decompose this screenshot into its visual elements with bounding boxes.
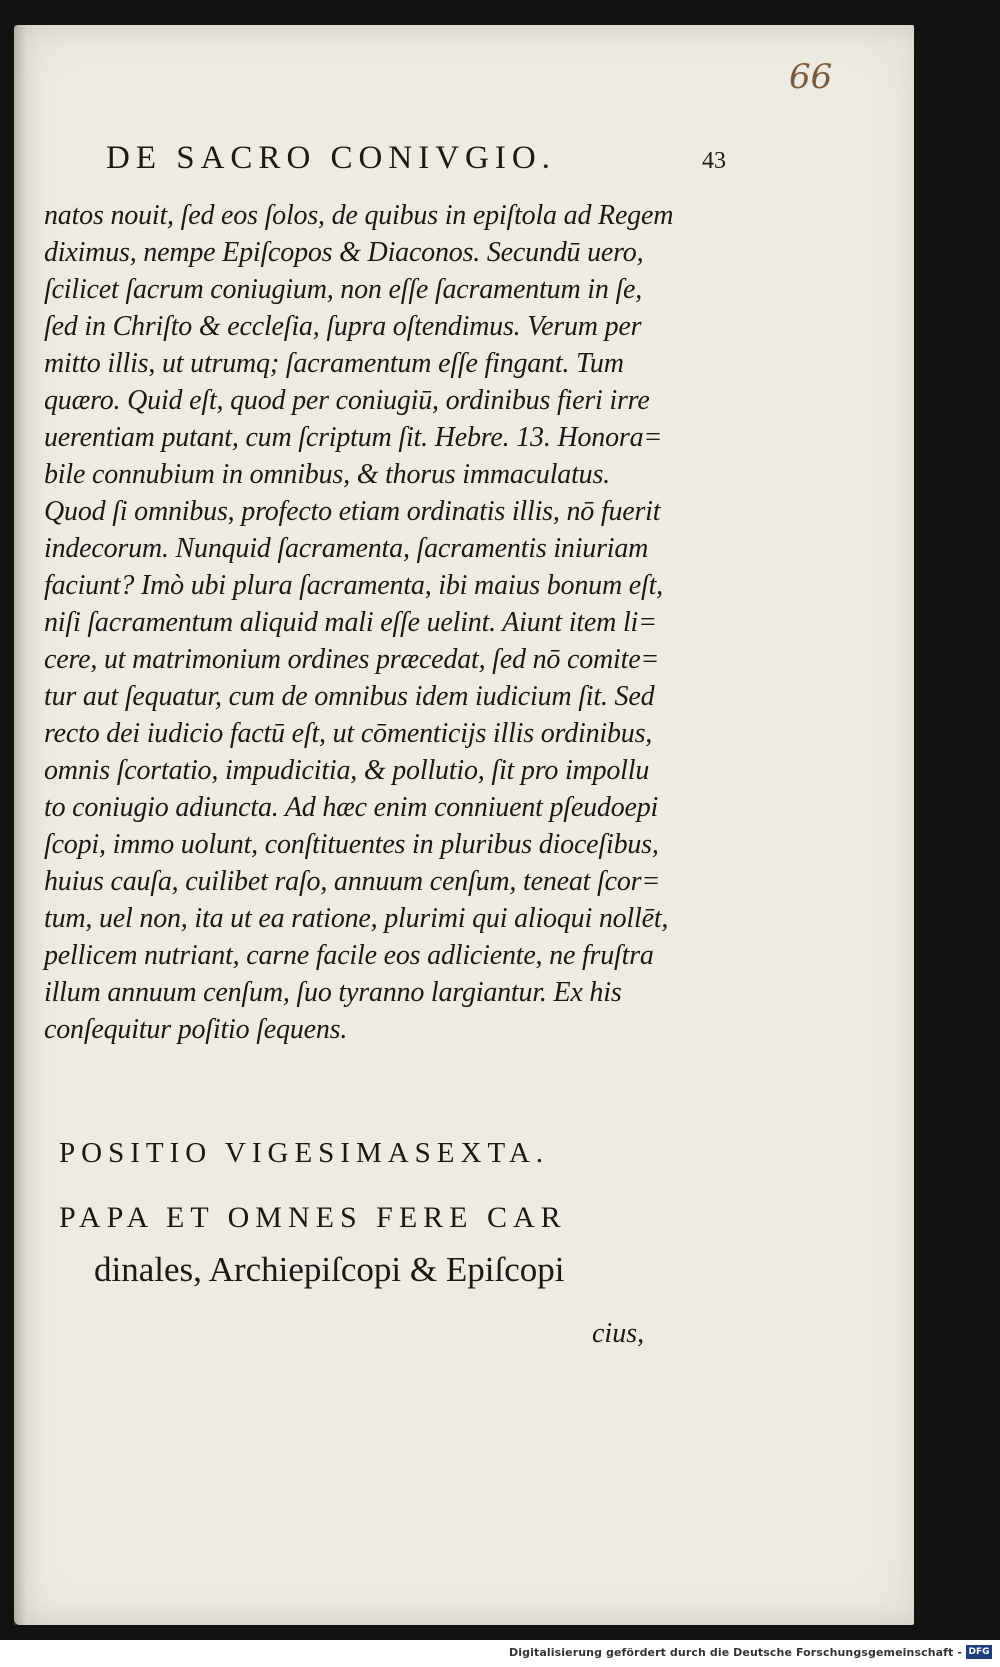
section-title-lower: dinales, Archiepiſcopi & Epiſcopi — [94, 1250, 565, 1289]
dfg-logo-icon: DFG — [966, 1645, 992, 1659]
text-line: to coniugio adiuncta. Ad hæc enim conniuent pſeudoepi — [44, 792, 659, 823]
catchword: cius, — [592, 1318, 645, 1349]
text-line: Quod ſi omnibus, profecto etiam ordinatis illis, nō fuerit — [44, 496, 661, 527]
text-line: tur aut ſequatur, cum de omnibus idem iudicium ſit. Sed — [44, 681, 655, 712]
text-line: cere, ut matrimonium ordines præcedat, ſed nō comite= — [44, 644, 660, 675]
text-line: quæro. Quid eſt, quod per coniugiū, ordinibus fieri irre — [44, 385, 650, 416]
body-text — [44, 197, 684, 1048]
text-line: pellicem nutriant, carne facile eos adliciente, ne fruſtra — [44, 940, 654, 971]
running-head — [106, 140, 726, 177]
text-line: ſed in Chriſto & eccleſia, ſupra oſtendimus. Verum per — [44, 311, 642, 342]
text-line: uerentiam putant, cum ſcriptum ſit. Hebre. 13. Honora= — [44, 422, 663, 453]
text-line: indecorum. Nunquid ſacramenta, ſacramentis iniuriam — [44, 533, 649, 564]
text-line: tum, uel non, ita ut ea ratione, plurimi qui alioqui nollēt, — [44, 903, 669, 934]
text-line: conſequitur poſitio ſequens. — [44, 1014, 348, 1045]
text-line: natos nouit, ſed eos ſolos, de quibus in epiſtola ad Regem — [44, 200, 674, 231]
page-gutter-shadow — [14, 25, 26, 1625]
text-line: omnis ſcortatio, impudicitia, & pollutio, ſit pro impollu — [44, 755, 650, 786]
text-line: faciunt? Imò ubi plura ſacramenta, ibi maius bonum eſt, — [44, 570, 663, 601]
handwritten-folio-number: 66 — [789, 57, 833, 97]
section-title-upper: PAPA ET OMNES FERE CAR — [59, 1201, 567, 1234]
page-number: 43 — [702, 148, 726, 174]
book-page — [14, 25, 914, 1625]
funding-credit: Digitalisierung gefördert durch die Deutsche Forschungsgemeinschaft - — [509, 1646, 962, 1659]
text-line: diximus, nempe Epiſcopos & Diaconos. Secundū uero, — [44, 237, 644, 268]
text-line: huius cauſa, cuilibet raſo, annuum cenſum, teneat ſcor= — [44, 866, 661, 897]
footer-bar — [0, 1640, 1000, 1667]
text-line: recto dei iudicio factū eſt, ut cōmenticijs illis ordinibus, — [44, 718, 653, 749]
text-line: niſi ſacramentum aliquid mali eſſe uelint. Aiunt item li= — [44, 607, 657, 638]
text-line: ſcilicet ſacrum coniugium, non eſſe ſacramentum in ſe, — [44, 274, 643, 305]
text-line: illum annuum cenſum, ſuo tyranno largiantur. Ex his — [44, 977, 622, 1008]
text-line: bile connubium in omnibus, & thorus immaculatus. — [44, 459, 610, 490]
running-title: DE SACRO CONIVGIO. — [106, 140, 556, 176]
text-line: mitto illis, ut utrumq; ſacramentum eſſe fingant. Tum — [44, 348, 624, 379]
section-heading: POSITIO VIGESIMASEXTA. — [59, 1137, 550, 1169]
text-line: ſcopi, immo uolunt, conſtituentes in pluribus dioceſibus, — [44, 829, 659, 860]
